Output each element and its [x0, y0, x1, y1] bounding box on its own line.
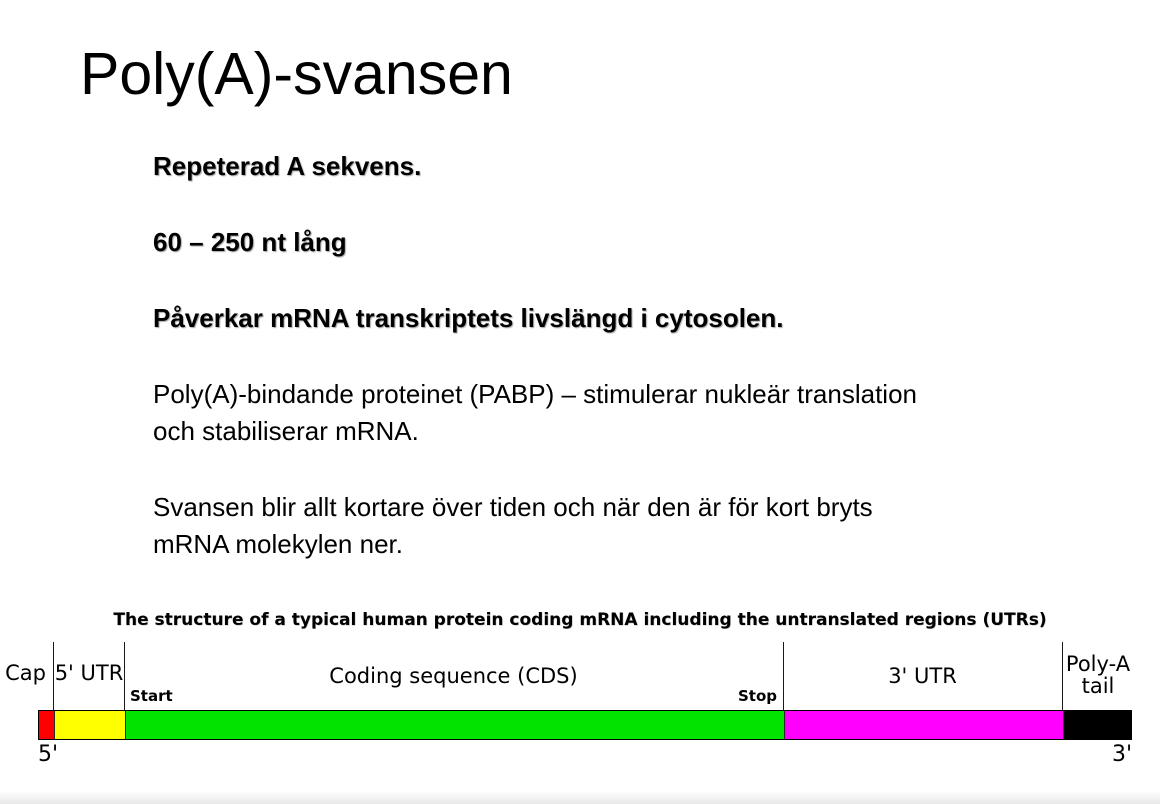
diagram-title: The structure of a typical human protein coding mRNA including the untranslated regions (UTRs)	[113, 610, 1047, 630]
5utr-label: 5' UTR	[54, 661, 124, 685]
paragraph-line: Repeterad A sekvens.	[153, 151, 422, 181]
paragraph-line: Svansen blir allt kortare över tiden och när den är för kort bryts	[153, 492, 873, 522]
paragraph-line: mRNA molekylen ner.	[153, 529, 403, 559]
mrna-bar	[38, 710, 1132, 740]
slide-title: Poly(A)-svansen	[80, 41, 513, 107]
stop-codon-label: Stop	[737, 687, 777, 705]
polya-tail-label-line2: tail	[1081, 674, 1115, 698]
polya-tail-segment	[1063, 711, 1131, 739]
5utr-segment	[54, 711, 125, 739]
paragraph-line: och stabiliserar mRNA.	[153, 416, 419, 446]
3utr-segment	[784, 711, 1063, 739]
polya-tail-label-line1: Poly-A	[1065, 652, 1131, 676]
cds-segment	[125, 711, 784, 739]
paragraph-line: Påverkar mRNA transkriptets livslängd i cytosolen.	[153, 303, 784, 333]
five-prime-end-label: 5'	[38, 742, 59, 767]
three-prime-end-label: 3'	[1111, 742, 1132, 767]
bottom-edge-shadow	[0, 791, 1160, 804]
paragraph-line: Poly(A)-bindande proteinet (PABP) – stimulerar nukleär translation	[153, 379, 917, 409]
3utr-label: 3' UTR	[888, 664, 957, 688]
cds-label: Coding sequence (CDS)	[329, 664, 578, 688]
cap-segment	[39, 711, 54, 739]
polya-tail-label	[1062, 653, 1134, 697]
cap-label: Cap	[5, 661, 46, 685]
paragraph-line: 60 – 250 nt lång	[153, 227, 347, 257]
start-codon-label: Start	[130, 687, 173, 705]
